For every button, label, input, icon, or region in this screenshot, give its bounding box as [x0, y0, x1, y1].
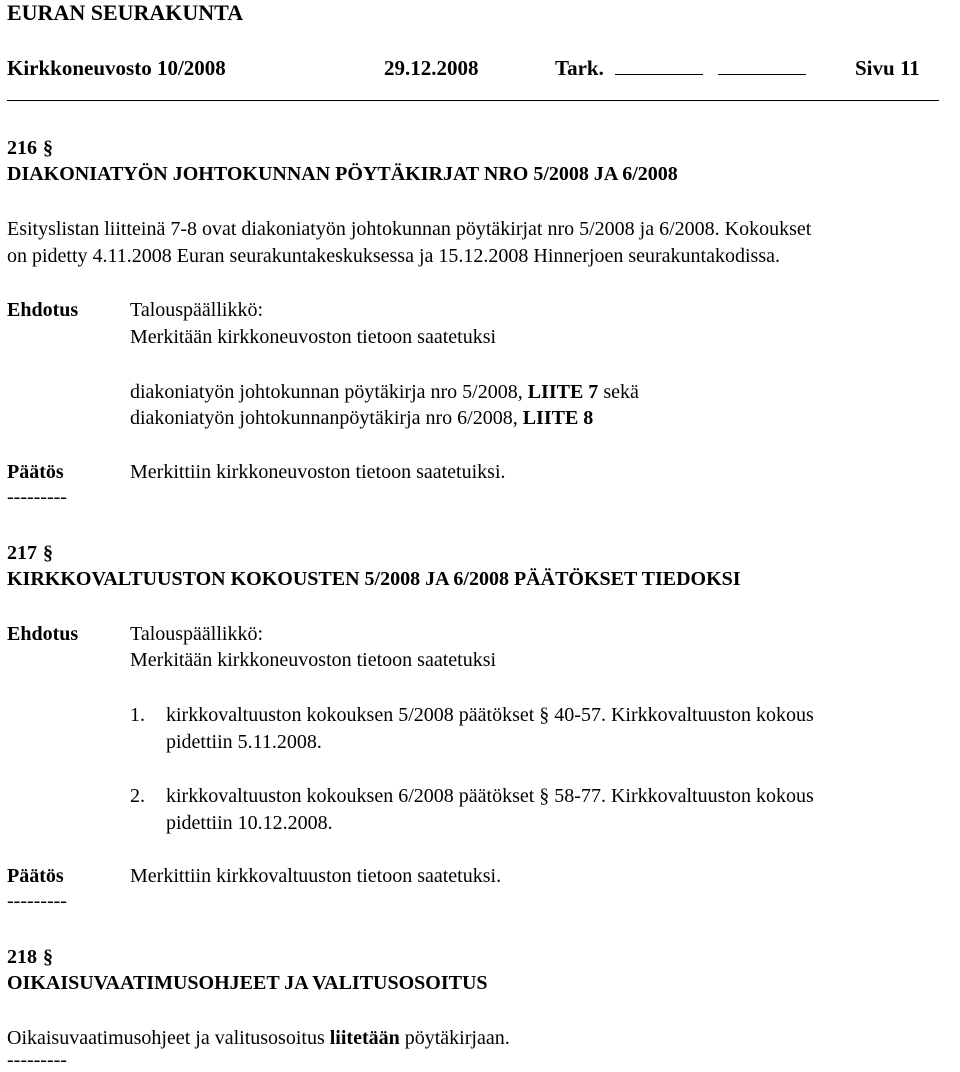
section-216-proposal-text: Merkitään kirkkoneuvoston tietoon saatetuksi [130, 326, 497, 348]
section-216-number: 216 § [7, 137, 53, 159]
section-216-proposal-label: Ehdotus [7, 299, 79, 321]
page-number: Sivu 11 [855, 56, 920, 80]
section-216-item-2: diakoniatyön johtokunnanpöytäkirja nro 6/2008, LIITE 8 [130, 407, 594, 429]
organization-name: EURAN SEURAKUNTA [7, 0, 244, 25]
section-218-title: OIKAISUVAATIMUSOHJEET JA VALITUSOSOITUS [7, 972, 488, 994]
section-216-decision-text: Merkittiin kirkkoneuvoston tietoon saatetuiksi. [130, 461, 506, 483]
meeting-date: 29.12.2008 [384, 56, 479, 80]
section-217-separator: --------- [7, 890, 67, 912]
section-217-decision-text: Merkittiin kirkkovaltuuston tietoon saatetuksi. [130, 865, 502, 887]
section-217-title: KIRKKOVALTUUSTON KOKOUSTEN 5/2008 JA 6/2008 PÄÄTÖKSET TIEDOKSI [7, 568, 741, 590]
section-216-separator: --------- [7, 486, 67, 508]
section-216-item-1: diakoniatyön johtokunnan pöytäkirja nro 5/2008, LIITE 7 sekä [130, 381, 639, 403]
section-217-proposal-by: Talouspäällikkö: [130, 623, 264, 645]
attachment-8: LIITE 8 [522, 407, 594, 429]
attachment-7: LIITE 7 [527, 381, 599, 403]
section-216-intro-line-1: Esityslistan liitteinä 7-8 ovat diakoniatyön johtokunnan pöytäkirjat nro 5/2008 ja 6/2008. Kokoukset [7, 218, 812, 240]
section-217-list-item-1-line-2: pidettiin 5.11.2008. [166, 731, 322, 753]
section-218-text: Oikaisuvaatimusohjeet ja valitusosoitus liitetään pöytäkirjaan. [7, 1027, 510, 1049]
section-216-title: DIAKONIATYÖN JOHTOKUNNAN PÖYTÄKIRJAT NRO 5/2008 JA 6/2008 [7, 163, 678, 185]
section-216-intro-line-2: on pidetty 4.11.2008 Euran seurakuntakeskuksessa ja 15.12.2008 Hinnerjoen seurakuntakodissa. [7, 245, 780, 267]
section-217-list-item-1-line-1: kirkkovaltuuston kokouksen 5/2008 päätökset § 40-57. Kirkkovaltuuston kokous [166, 704, 814, 726]
section-216-proposal-by: Talouspäällikkö: [130, 299, 264, 321]
section-217-list-item-2-line-2: pidettiin 10.12.2008. [166, 812, 333, 834]
section-217-decision-label: Päätös [7, 865, 64, 887]
section-218-number: 218 § [7, 946, 53, 968]
section-217-list-item-2-number: 2. [130, 785, 145, 807]
section-217-list-item-2-line-1: kirkkovaltuuston kokouksen 6/2008 päätökset § 58-77. Kirkkovaltuuston kokous [166, 785, 814, 807]
section-216-decision-label: Päätös [7, 461, 64, 483]
header-rule [7, 100, 939, 101]
section-217-number: 217 § [7, 542, 53, 564]
checked-signature-line-2 [718, 56, 806, 75]
meeting-id: Kirkkoneuvosto 10/2008 [7, 56, 226, 80]
section-217-proposal-text: Merkitään kirkkoneuvoston tietoon saatetuksi [130, 649, 497, 671]
checked-signature-line-1 [615, 56, 703, 75]
section-217-proposal-label: Ehdotus [7, 623, 79, 645]
section-218-separator: --------- [7, 1049, 67, 1071]
section-217-list-item-1-number: 1. [130, 704, 145, 726]
checked-label: Tark. [555, 55, 806, 81]
